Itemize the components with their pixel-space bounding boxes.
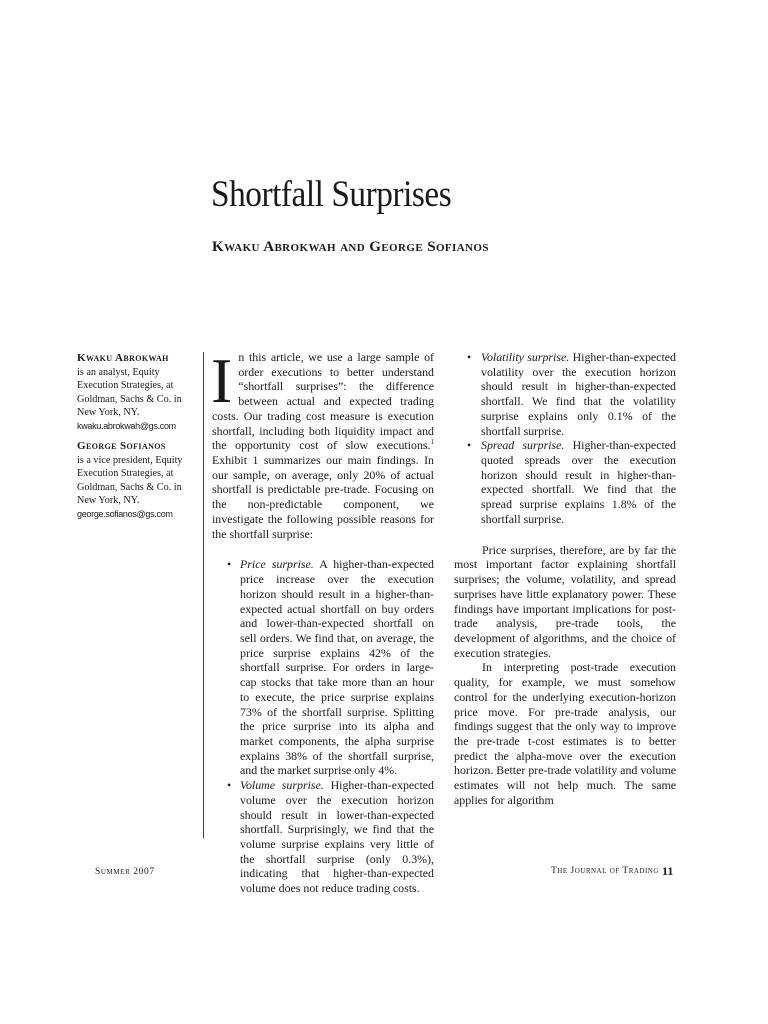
list-item-label: Volatility surprise. [481,350,570,364]
author-bio-line: Goldman, Sachs & Co. in [77,393,182,405]
surprise-list-cont [454,350,676,527]
article-title: Shortfall Surprises [211,174,452,215]
body-paragraph: Price surprises, therefore, are by far the most important factor explaining shortfall surprises; the volume, volatility, and spread surprises have little explanatory power. These findings have important implications for post-trade analysis, pre-trade tools, the development of algorithms, and the choice of execution strategies. [454,542,676,660]
author-bio-2 [77,440,195,522]
author-name: George Sofianos [77,440,166,452]
body-column-2 [454,350,676,808]
list-item-text: Higher-than-expected quoted spreads over the execution horizon should result in higher-than-expected shortfall. We find that the spread surprise explains 1.8% of the shortfall surprise. [481,438,676,526]
author-bio-line: Execution Strategies, at [77,380,174,392]
author-bio-line: Execution Strategies, at [77,468,174,480]
intro-text-cont: Exhibit 1 summarizes our main findings. In our sample, on average, only 20% of actual shortfall is predictable pre-trade. Focusing on the non-predictable component, we investigate the following possible reasons for the shortfall surprise: [212,453,434,541]
list-item-text: Higher-than-expected volatility over the execution horizon should result in higher-than-expected shortfall. We find that the volatility surprise explains only 0.1% of the shortfall surprise. [481,350,676,438]
footer-journal: The Journal of Trading [551,866,659,876]
author-bio-line: is a vice president, Equity [77,454,183,466]
author-bio-1 [77,352,195,434]
list-item-label: Volume surprise. [240,778,324,793]
author-email[interactable]: george.sofianos@gs.com [77,508,173,519]
list-item [212,557,434,778]
footnote-ref[interactable]: 1 [430,438,434,447]
list-item-text: Higher-than-expected volume over the execution horizon should result in lower-than-expected shortfall. Surprisingly, we find that the volume surprise explains very little of the shortfall surprise (only 0.3%), indicating that higher-than-expected volume does not reduce trading costs. [240,778,434,896]
author-bio-line: is an analyst, Equity [77,366,160,378]
article-authors: Kwaku Abrokwah and George Sofianos [212,239,489,255]
footer-issue: Summer 2007 [95,867,155,877]
author-bio-line: Goldman, Sachs & Co. in [77,481,182,493]
surprise-list [212,557,434,896]
list-item-label: Price surprise. [240,557,314,572]
column-divider [203,352,204,838]
author-bio-line: New York, NY. [77,407,140,419]
author-name: Kwaku Abrokwah [77,352,169,364]
page-number: 11 [662,864,674,878]
author-bio-line: New York, NY. [77,495,140,507]
intro-text: n this article, we use a large sample of order executions to better understand “shortfall surprises”: the difference between actual and expected trading costs. Our trading cost measure is execution shortfall, including both liquidity impact and the opportunity cost of slow executions. [212,350,434,453]
body-paragraph: In interpreting post-trade execution quality, for example, we must somehow control for the underlying execution-horizon price move. For pre-trade analysis, our findings suggest that the only way to improve the pre-trade t-cost estimates is to better predict the alpha-move over the execution horizon. Better pre-trade volatility and volume estimates will not help much. The same applies for algorithm [454,660,676,807]
intro-paragraph [211,345,434,541]
list-item-label: Spread surprise. [481,438,565,453]
drop-cap: I [211,345,233,416]
list-item-text: A higher-than-expected price increase over the execution horizon should result in a higher-than-expected actual shortfall on buy orders and lower-than-expected shortfall on sell orders. We find that, on average, the price surprise explains 42% of the shortfall surprise. For orders in large-cap stocks that take more than an hour to execute, the price surprise explains 73% of the shortfall surprise. Splitting the price surprise into its alpha and market components, the alpha surprise explains 38% of the shortfall surprise, and the market surprise only 4%. [240,557,434,778]
body-column-1 [211,345,434,896]
list-item [454,350,676,438]
list-item [454,438,676,526]
author-email[interactable]: kwaku.abrokwah@gs.com [77,420,176,431]
list-item [212,778,434,896]
